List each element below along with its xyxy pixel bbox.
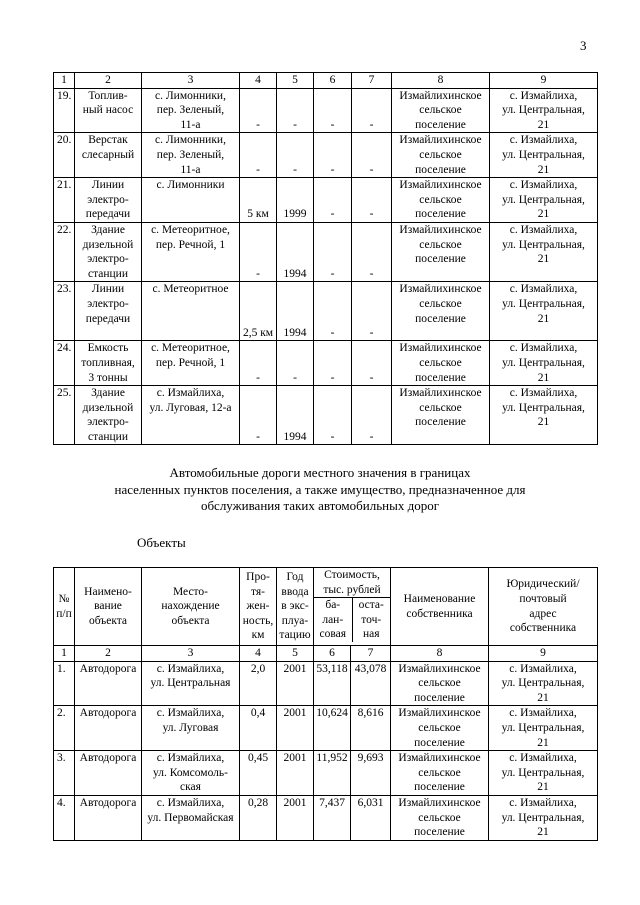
column-number: 3 <box>142 646 240 662</box>
cell-line: сельское <box>419 148 462 161</box>
cell-line: ул. Центральная, <box>502 193 585 206</box>
cell-line: ул. Центральная, <box>502 297 585 310</box>
header-name <box>75 568 142 646</box>
cell-line: пер. Зеленый, <box>156 104 225 117</box>
column-number: 3 <box>142 73 240 89</box>
cell-line: сельское <box>419 104 462 117</box>
cell-line: собственника <box>406 607 473 620</box>
row-number: 24. <box>54 341 75 386</box>
owner-address <box>489 751 598 796</box>
cell-line: станции <box>88 430 128 443</box>
object-name <box>75 386 142 445</box>
column-number: 8 <box>392 73 490 89</box>
owner-address <box>490 282 598 341</box>
cell-line: электро- <box>87 193 129 206</box>
cell-line: поселение <box>414 781 465 794</box>
cell-line: с. Измайлиха, <box>509 179 578 192</box>
object-name <box>75 341 142 386</box>
column-number: 5 <box>277 646 314 662</box>
balance-value: - <box>314 88 352 133</box>
cell-line: почтовый <box>519 592 567 605</box>
cell-line: Стоимость, <box>324 569 380 581</box>
balance-value: - <box>314 222 352 281</box>
cost-subheaders <box>314 598 390 642</box>
cell-line: топливная, <box>81 356 135 369</box>
cell-line: с. Измайлиха, <box>509 662 577 675</box>
cell-line: с. Метеоритное, <box>151 342 230 355</box>
cell-line: Измайлихинское <box>399 134 482 147</box>
cell-line: пер. Речной, 1 <box>155 238 226 251</box>
cell-line: Измайлихинское <box>399 179 482 192</box>
cell-line: ввода <box>281 585 309 598</box>
cost-subheader-row <box>314 598 390 642</box>
row-number: 20. <box>54 133 75 178</box>
table-row <box>54 706 598 751</box>
cell-line: передачи <box>85 208 131 221</box>
owner-name <box>392 178 490 223</box>
header-row <box>54 568 598 646</box>
heading-line: населенных пунктов поселения, а также имущество, предназначенное для <box>114 481 526 497</box>
year-value: 1999 <box>277 178 314 223</box>
cell-line: сельское <box>419 297 462 310</box>
owner-name <box>392 88 490 133</box>
cell-line: поселение <box>414 691 465 704</box>
cell-line: адрес <box>529 607 557 620</box>
year-value: 1994 <box>277 386 314 445</box>
cell-line: поселение <box>415 118 466 131</box>
cell-line: поселение <box>415 163 466 176</box>
cell-line: с. Лимонники, <box>155 89 226 102</box>
cell-line: электро- <box>87 253 129 266</box>
object-location <box>142 222 240 281</box>
table-row <box>54 88 598 133</box>
cell-line: ул. Центральная, <box>502 148 585 161</box>
length-value: 2,0 <box>240 661 277 706</box>
cell-line: сельское <box>418 677 461 690</box>
row-number: 21. <box>54 178 75 223</box>
length-value: - <box>240 133 277 178</box>
object-name <box>75 88 142 133</box>
length-value: 2,5 км <box>240 282 277 341</box>
cell-line: тацию <box>279 629 311 642</box>
cell-line: ность, <box>242 614 274 627</box>
cell-line: 21 <box>537 416 550 429</box>
owner-name <box>391 661 489 706</box>
object-name: Автодорога <box>75 661 142 706</box>
column-number: 2 <box>75 73 142 89</box>
column-number-row <box>54 646 598 662</box>
object-location <box>142 661 240 706</box>
cell-line: 3 тонны <box>88 371 128 384</box>
cell-line: поселение <box>415 371 466 384</box>
column-number: 2 <box>75 646 142 662</box>
object-name <box>75 222 142 281</box>
residual-value: - <box>352 282 392 341</box>
table-row <box>54 341 598 386</box>
length-value: 0,28 <box>240 795 277 840</box>
row-number: 2. <box>54 706 75 751</box>
cell-line: ская <box>180 781 201 794</box>
cell-line: 21 <box>537 371 550 384</box>
table-row <box>54 751 598 796</box>
cell-line: объекта <box>88 614 128 627</box>
header-balance <box>314 598 352 642</box>
cell-line: поселение <box>415 253 466 266</box>
cell-line: сельское <box>418 811 461 824</box>
table-row <box>54 795 598 840</box>
balance-value: - <box>314 178 352 223</box>
owner-address <box>489 661 598 706</box>
cell-line: Измайлихинское <box>398 796 481 809</box>
cell-line: с. Измайлиха, <box>156 796 225 809</box>
balance-value: - <box>314 133 352 178</box>
balance-value: 7,437 <box>314 795 351 840</box>
year-value: - <box>277 341 314 386</box>
cell-line: ул. Центральная <box>150 677 231 690</box>
page-number: 3 <box>580 38 587 53</box>
column-number: 4 <box>240 646 277 662</box>
section-heading <box>40 465 600 515</box>
cell-line: сельское <box>418 766 461 779</box>
year-value: 2001 <box>277 751 314 796</box>
residual-value: - <box>352 88 392 133</box>
heading-line: обслуживания таких автомобильных дорог <box>200 498 440 513</box>
object-location <box>142 751 240 796</box>
object-name <box>75 178 142 223</box>
cell-line: ная <box>362 628 380 641</box>
cell-line: слесарный <box>81 148 135 161</box>
object-name: Автодорога <box>75 706 142 751</box>
column-number-row <box>54 73 598 89</box>
header-year <box>277 568 314 646</box>
cell-line: вание <box>94 600 122 613</box>
cell-line: сельское <box>419 238 462 251</box>
cell-line: Верстак <box>88 134 128 147</box>
cell-line: тыс. рублей <box>323 583 381 596</box>
cell-line: сельское <box>419 401 462 414</box>
cell-line: п/п <box>56 607 72 620</box>
table-row <box>54 178 598 223</box>
cell-line: 21 <box>537 781 549 794</box>
header-num <box>54 568 75 646</box>
owner-address <box>490 178 598 223</box>
cell-line: Линии <box>91 179 125 192</box>
year-value: - <box>277 133 314 178</box>
cell-line: Наимено- <box>84 585 132 598</box>
cell-line: Место- <box>172 585 209 598</box>
cell-line: плуа- <box>281 614 309 627</box>
cell-line: электро- <box>87 297 129 310</box>
table-row <box>54 133 598 178</box>
cell-line: тя- <box>251 585 265 598</box>
object-name <box>75 133 142 178</box>
cell-line: жен- <box>246 600 270 613</box>
cell-line: Измайлихинское <box>399 283 482 296</box>
cell-line: 21 <box>537 312 550 325</box>
cell-line: с. Измайлиха, <box>156 662 225 675</box>
owner-address <box>489 706 598 751</box>
row-number: 23. <box>54 282 75 341</box>
cell-line: в экс- <box>281 600 309 613</box>
cell-line: станции <box>88 267 128 280</box>
year-value: 1994 <box>277 282 314 341</box>
length-value: - <box>240 386 277 445</box>
owner-address <box>490 133 598 178</box>
year-value: 2001 <box>277 795 314 840</box>
object-location <box>142 133 240 178</box>
balance-value: - <box>314 341 352 386</box>
cell-line: ул. Луговая, 12-а <box>149 401 232 414</box>
cell-line: 11-а <box>180 163 201 176</box>
owner-name <box>392 222 490 281</box>
cell-line: с. Измайлиха, <box>509 89 578 102</box>
residual-value: 8,616 <box>351 706 391 751</box>
cell-line: Здание <box>91 387 125 400</box>
cell-line: совая <box>319 628 347 641</box>
owner-address <box>490 222 598 281</box>
cell-line: ный насос <box>82 104 134 117</box>
header-location <box>142 568 240 646</box>
cell-line: 21 <box>537 736 549 749</box>
column-number: 8 <box>391 646 489 662</box>
year-value: 2001 <box>277 661 314 706</box>
cell-line: 21 <box>537 253 550 266</box>
cell-line: ул. Центральная, <box>501 721 585 734</box>
balance-value: - <box>314 386 352 445</box>
cell-line: пер. Зеленый, <box>156 148 225 161</box>
object-location <box>142 88 240 133</box>
cell-line: Линии <box>91 283 125 296</box>
cell-line: с. Измайлиха, <box>509 387 578 400</box>
cell-line: ул. Первомайская <box>147 811 234 824</box>
cell-line: ул. Центральная, <box>502 401 585 414</box>
table-row <box>54 661 598 706</box>
cell-line: Топлив- <box>88 89 128 102</box>
cell-line: пер. Речной, 1 <box>155 356 226 369</box>
residual-value: 6,031 <box>351 795 391 840</box>
residual-value: - <box>352 133 392 178</box>
length-value: 5 км <box>240 178 277 223</box>
cell-line: № <box>58 592 70 605</box>
cell-line: с. Измайлиха, <box>509 752 577 765</box>
column-number: 9 <box>490 73 598 89</box>
object-location <box>142 386 240 445</box>
column-number: 6 <box>314 646 351 662</box>
cell-line: км <box>251 629 265 642</box>
table-row <box>54 386 598 445</box>
heading-line: Автомобильные дороги местного значения в границах <box>169 465 471 480</box>
cell-line: с. Измайлиха, <box>509 342 578 355</box>
owner-name <box>391 706 489 751</box>
property-table-continued <box>53 72 598 445</box>
cell-line: ул. Центральная, <box>501 677 585 690</box>
table-row <box>54 222 598 281</box>
cell-line: поселение <box>414 736 465 749</box>
residual-value: - <box>352 386 392 445</box>
object-location <box>142 706 240 751</box>
cell-line: ул. Луговая <box>162 721 219 734</box>
column-number: 7 <box>352 73 392 89</box>
cell-line: с. Измайлиха, <box>509 707 577 720</box>
cell-line: с. Измайлиха, <box>509 796 577 809</box>
year-value: 2001 <box>277 706 314 751</box>
header-residual <box>352 598 390 642</box>
cost-title <box>314 568 390 598</box>
cell-line: Измайлихинское <box>399 342 482 355</box>
object-name: Автодорога <box>75 795 142 840</box>
cell-line: Измайлихинское <box>398 662 481 675</box>
header-owner <box>391 568 489 646</box>
cell-line: с. Измайлиха, <box>156 752 225 765</box>
cell-line: объекта <box>171 614 210 627</box>
length-value: - <box>240 222 277 281</box>
cell-line: поселение <box>415 208 466 221</box>
cell-line: сельское <box>419 356 462 369</box>
cell-line: 21 <box>537 163 550 176</box>
residual-value: - <box>352 341 392 386</box>
owner-address <box>490 88 598 133</box>
row-number: 22. <box>54 222 75 281</box>
year-value: 1994 <box>277 222 314 281</box>
cell-line: Измайлихинское <box>399 223 482 236</box>
owner-name <box>392 341 490 386</box>
cell-line: дизельной <box>82 401 134 414</box>
cell-line: лан- <box>322 613 344 626</box>
cell-line: дизельной <box>82 238 134 251</box>
table-row <box>54 282 598 341</box>
cell-line: ул. Комсомоль- <box>153 766 228 779</box>
balance-value: - <box>314 282 352 341</box>
cell-line: ул. Центральная, <box>502 238 585 251</box>
cell-line: ул. Центральная, <box>501 811 585 824</box>
residual-value: 43,078 <box>351 661 391 706</box>
owner-name <box>391 795 489 840</box>
object-location <box>142 795 240 840</box>
owner-address <box>490 386 598 445</box>
row-number: 25. <box>54 386 75 445</box>
cell-line: нахождение <box>161 600 220 613</box>
cell-line: Измайлихинское <box>398 707 481 720</box>
length-value: - <box>240 341 277 386</box>
cell-line: оста- <box>358 599 384 612</box>
column-number: 1 <box>54 646 75 662</box>
row-number: 1. <box>54 661 75 706</box>
cell-line: с. Измайлиха, <box>509 283 578 296</box>
row-number: 19. <box>54 88 75 133</box>
cell-line: поселение <box>414 826 465 839</box>
cell-line: 21 <box>537 691 549 704</box>
length-value: 0,4 <box>240 706 277 751</box>
cell-line: с. Метеоритное, <box>151 223 230 236</box>
cell-line: собственника <box>509 622 577 635</box>
column-number: 4 <box>240 73 277 89</box>
cell-line: ул. Центральная, <box>502 356 585 369</box>
object-name: Автодорога <box>75 751 142 796</box>
year-value: - <box>277 88 314 133</box>
cell-line: ул. Центральная, <box>502 104 585 117</box>
residual-value: 9,693 <box>351 751 391 796</box>
cell-line: с. Метеоритное <box>152 283 229 296</box>
cell-line: Здание <box>91 223 125 236</box>
cell-line: сельское <box>419 193 462 206</box>
residual-value: - <box>352 222 392 281</box>
balance-value: 10,624 <box>314 706 351 751</box>
row-number: 3. <box>54 751 75 796</box>
cell-line: 21 <box>537 118 550 131</box>
cell-line: с. Измайлиха, <box>156 387 225 400</box>
object-name <box>75 282 142 341</box>
cell-line: точ- <box>361 613 382 626</box>
cell-line: Год <box>286 571 304 584</box>
column-number: 9 <box>489 646 598 662</box>
cell-line: ба- <box>325 599 341 612</box>
cell-line: Юридический/ <box>506 578 580 591</box>
object-location <box>142 178 240 223</box>
column-number: 5 <box>277 73 314 89</box>
cell-line: поселение <box>415 312 466 325</box>
object-location <box>142 341 240 386</box>
column-number: 7 <box>351 646 391 662</box>
column-number: 1 <box>54 73 75 89</box>
balance-value: 53,118 <box>314 661 351 706</box>
length-value: - <box>240 88 277 133</box>
objects-label: Объекты <box>137 535 186 550</box>
header-address <box>489 568 598 646</box>
row-number: 4. <box>54 795 75 840</box>
header-length <box>240 568 277 646</box>
cell-line: с. Измайлиха, <box>156 707 225 720</box>
cell-line: с. Лимонники, <box>155 134 226 147</box>
owner-name <box>391 751 489 796</box>
column-number: 6 <box>314 73 352 89</box>
cell-line: Измайлихинское <box>399 89 482 102</box>
owner-name <box>392 386 490 445</box>
object-location <box>142 282 240 341</box>
residual-value: - <box>352 178 392 223</box>
cell-line: ул. Центральная, <box>501 766 585 779</box>
length-value: 0,45 <box>240 751 277 796</box>
cell-line: Измайлихинское <box>398 752 481 765</box>
owner-address <box>490 341 598 386</box>
cell-line: с. Лимонники <box>156 179 225 192</box>
cell-line: с. Измайлиха, <box>509 223 578 236</box>
cell-line: Про- <box>246 571 270 584</box>
cell-line: сельское <box>418 721 461 734</box>
cell-line: Емкость <box>87 342 129 355</box>
cell-line: 11-а <box>180 118 201 131</box>
cell-line: поселение <box>415 416 466 429</box>
owner-name <box>392 282 490 341</box>
cell-line: с. Измайлиха, <box>509 134 578 147</box>
balance-value: 11,952 <box>314 751 351 796</box>
cell-line: Наименование <box>403 592 476 605</box>
header-cost <box>314 568 391 646</box>
cell-line: Измайлихинское <box>399 387 482 400</box>
owner-name <box>392 133 490 178</box>
roads-table <box>53 567 598 841</box>
cell-line: передачи <box>85 312 131 325</box>
cell-line: 21 <box>537 826 549 839</box>
owner-address <box>489 795 598 840</box>
cell-line: электро- <box>87 416 129 429</box>
cell-line: 21 <box>537 208 550 221</box>
